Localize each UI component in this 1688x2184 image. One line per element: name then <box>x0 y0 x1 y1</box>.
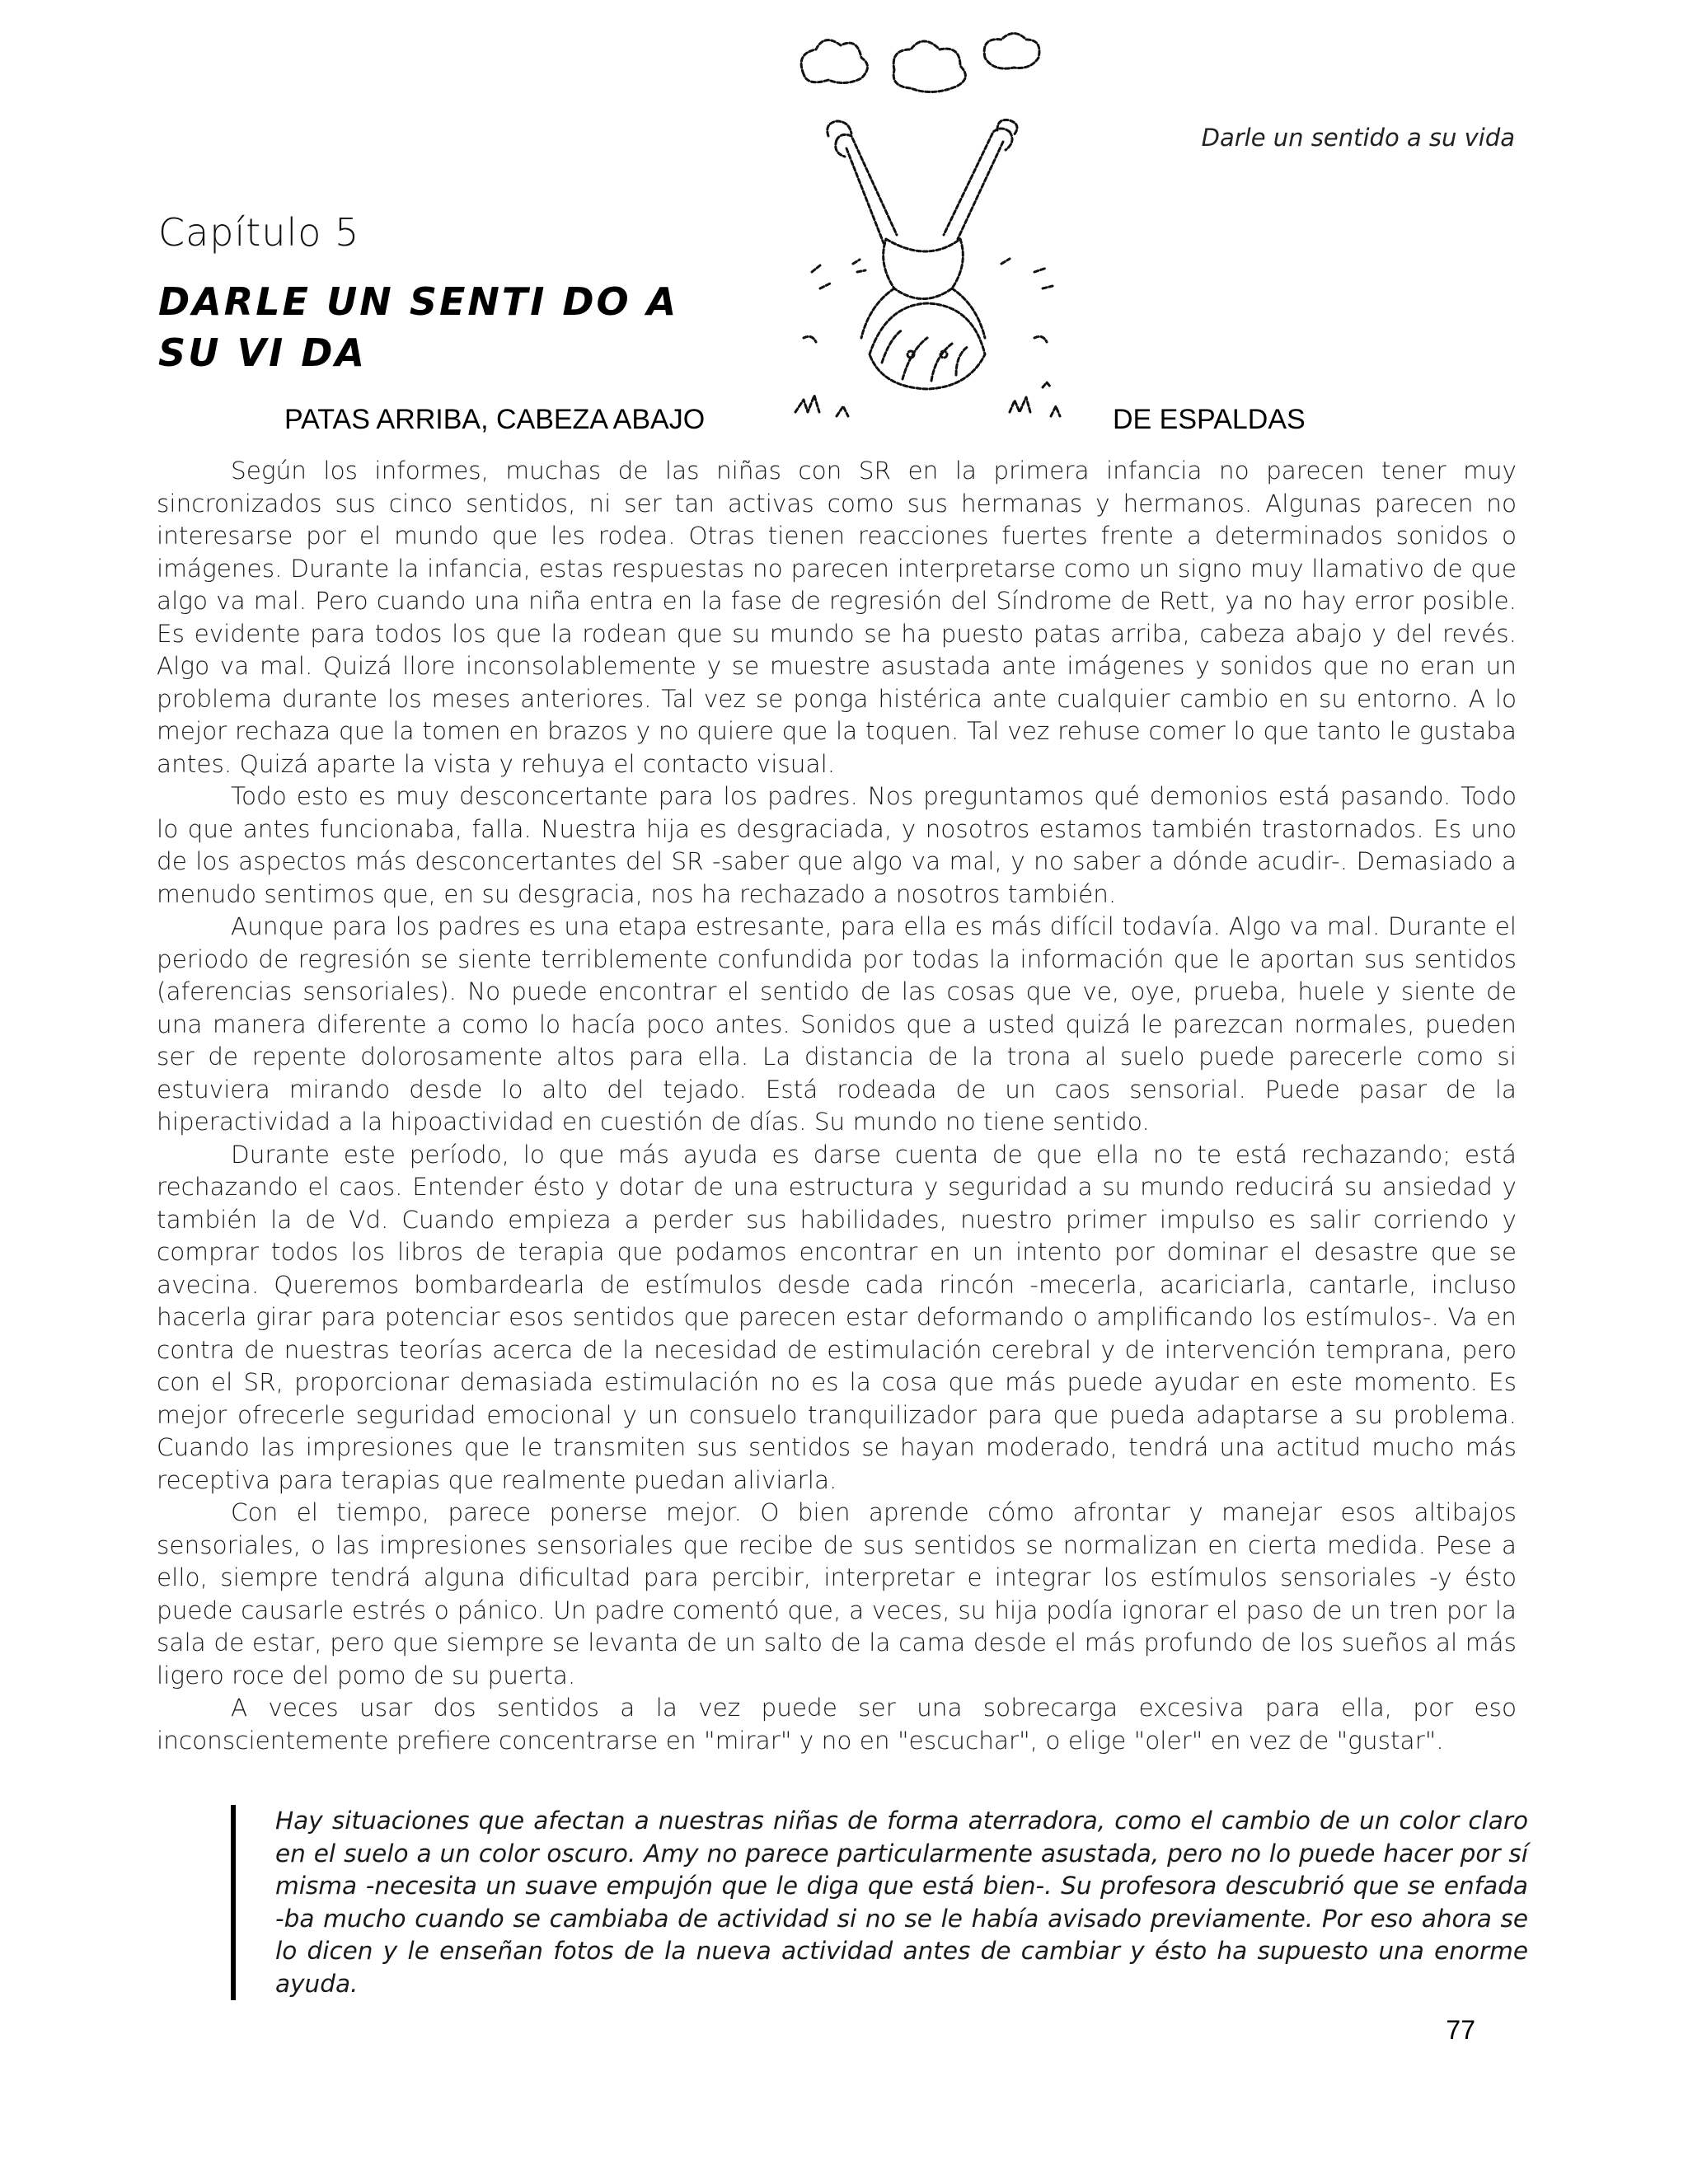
upside-down-girl-drawing-icon <box>787 25 1084 429</box>
subheading-right: DE ESPALDAS <box>1113 404 1306 435</box>
paragraph: Aunque para los padres es una etapa estresante, para ella es más difícil todavía. Algo va mal. Durante el periodo de regresión se siente terriblemente confundida por todas la información que le aportan sus sentidos (aferencias sensoriales). No puede encontrar el sentido de las cosas que ve, oye, prueba, huele y siente de una manera diferente a como lo hacía poco antes. Sonidos que a usted quizá le parezcan normales, pueden ser de repente dolorosamente altos para ella. La distancia de la trona al suelo puede parecerle como si estuviera mirando desde lo alto del tejado. Está rodeada de un caos sensorial. Puede pasar de la hiperactividad a la hipoactividad en cuestión de días. Su mundo no tiene sentido. <box>157 912 1517 1136</box>
paragraph: Con el tiempo, parece ponerse mejor. O bien aprende cómo afrontar y manejar esos altibajos sensoriales, o las impresiones sensoriales que recibe de sus sentidos se normalizan en cierta medida. Pese a ello, siempre tendrá alguna dificultad para percibir, interpretar e integrar los estímulos sensoriales -y ésto puede causarle estrés o pánico. Un padre comentó que, a veces, su hija podía ignorar el paso de un tren por la sala de estar, pero que siempre se levanta de un salto de la cama desde el más profundo de los sueños al más ligero roce del pomo de su puerta. <box>157 1498 1517 1690</box>
paragraph: Según los informes, muchas de las niñas con SR en la primera infancia no parecen tener muy sincronizados sus cinco sentidos, ni ser tan activas como sus hermanas y hermanos. Algunas parecen no interesarse por el mundo que les rodea. Otras tienen reacciones fuertes frente a determinados sonidos o imágenes. Durante la infancia, estas respuestas no parecen interpretarse como un signo muy llamativo de que algo va mal. Pero cuando una niña entra en la fase de regresión del Síndrome de Rett, ya no hay error posible. Es evidente para todos los que la rodean que su mundo se ha puesto patas arriba, cabeza abajo y del revés. Algo va mal. Quizá llore inconsolablemente y se muestre asustada ante imágenes y sonidos que no eran un problema durante los meses anteriores. Tal vez se ponga histérica ante cualquier cambio en su entorno. A lo mejor rechaza que la tomen en brazos y no quiere que la toquen. Tal vez rehuse comer lo que tanto le gustaba antes. Quizá aparte la vista y rehuya el contacto visual. <box>157 457 1517 778</box>
paragraph: Todo esto es muy desconcertante para los padres. Nos preguntamos qué demonios está pasando. Todo lo que antes funcionaba, falla. Nuestra hija es desgraciada, y nosotros estamos también trastornados. Es uno de los aspectos más desconcertantes del SR -saber que algo va mal, y no saber a dónde acudir-. Demasiado a menudo sentimos que, en su desgracia, nos ha rechazado a nosotros también. <box>157 782 1517 908</box>
running-head: Darle un sentido a su vida <box>1201 124 1515 152</box>
paragraph: Durante este período, lo que más ayuda es darse cuenta de que ella no te está rechazando; está rechazando el caos. Entender ésto y dotar de una estructura y seguridad a su mundo reducirá su ansiedad y también la de Vd. Cuando empieza a perder sus habilidades, nuestro primer impulso es salir corriendo y comprar todos los libros de terapia que podamos encontrar en un intento por dominar el desastre que se avecina. Queremos bombardearla de estímulos desde cada rincón -mecerla, acariciarla, cantarle, incluso hacerla girar para potenciar esos sentidos que parecen estar deformando o amplificando los estímulos-. Va en contra de nuestras teorías acerca de la necesidad de estimulación cerebral y de intervención temprana, pero con el SR, proporcionar demasiada estimulación no es la cosa que más puede ayudar en este momento. Es mejor ofrecerle seguridad emocional y un consuelo tranquilizador para que pueda adaptarse a su problema. Cuando las impresiones que le transmiten sus sentidos se hayan moderado, tendrá una actitud mucho más receptiva para terapias que realmente puedan aliviarla. <box>157 1140 1517 1494</box>
pull-quote: Hay situaciones que afectan a nuestras niñas de forma aterradora, como el cambio de un color claro en el suelo a un color oscuro. Amy no parece particularmente asustada, pero no lo puede hacer por sí misma -necesita un suave empujón que le diga que está bien-. Su profesora descubrió que se enfada -ba mucho cuando se cambiaba de actividad si no se le había avisado previamente. Por eso ahora se lo dicen y le enseñan fotos de la nueva actividad antes de cambiar y ésto ha supuesto una enorme ayuda. <box>231 1805 1528 2000</box>
paragraph: A veces usar dos sentidos a la vez puede ser una sobrecarga excesiva para ella, por eso inconscientemente prefiere concentrarse en "mirar" y no en "escuchar", o elige "oler" en vez de "gustar". <box>157 1694 1517 1755</box>
chapter-title <box>158 276 752 378</box>
page-number: 77 <box>1446 2015 1475 2045</box>
chapter-label: Capítulo 5 <box>158 210 360 255</box>
chapter-title-line-1: DARLE UN SENTI DO A <box>158 279 679 324</box>
chapter-title-line-2: SU VI DA <box>158 330 368 375</box>
body-text <box>157 455 1517 1757</box>
subheading-left: PATAS ARRIBA, CABEZA ABAJO <box>284 404 706 435</box>
